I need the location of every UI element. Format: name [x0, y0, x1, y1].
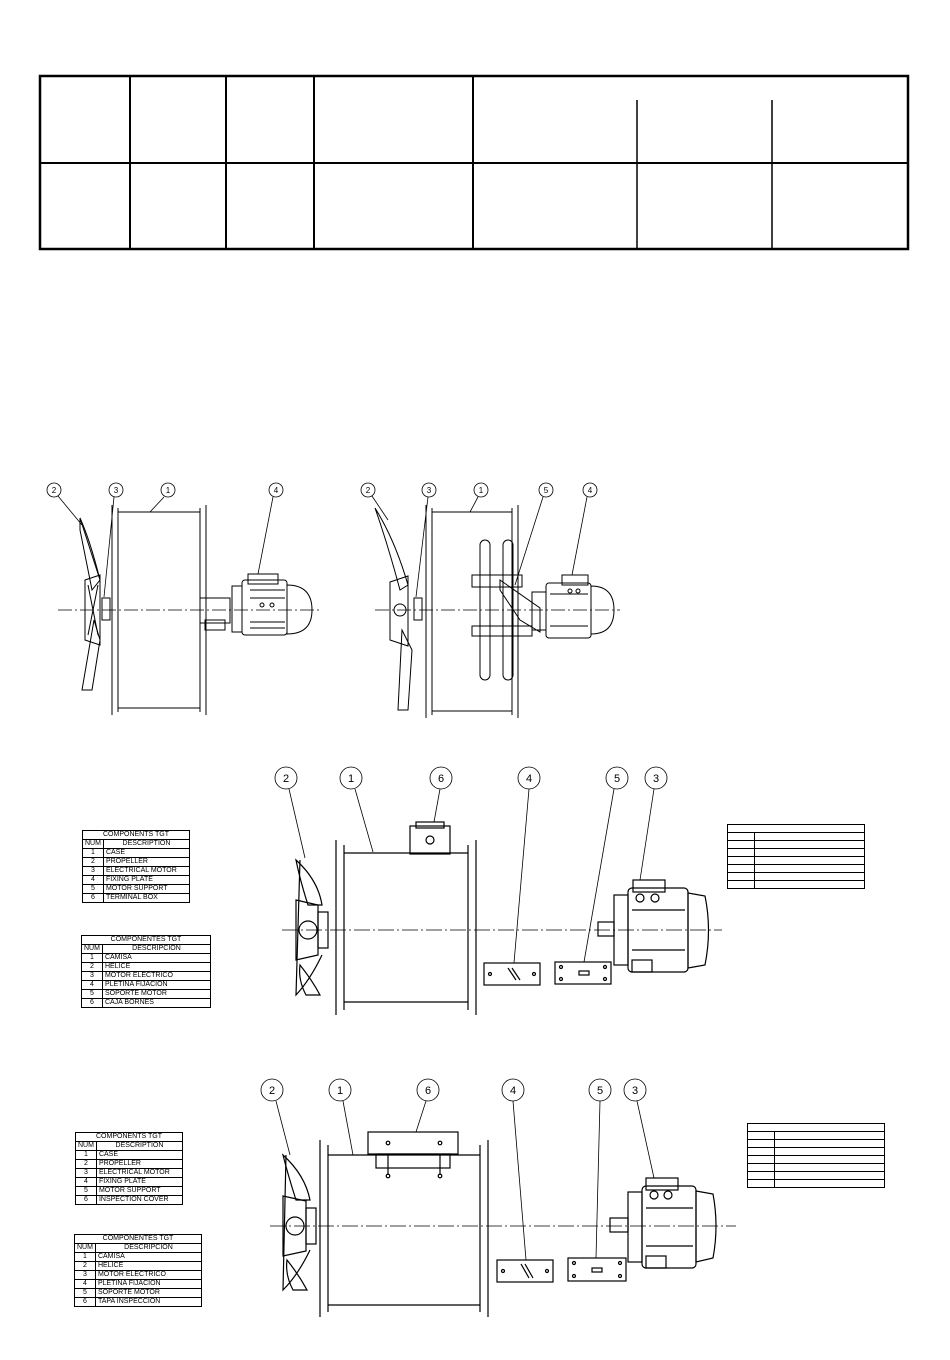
- legend-desc: CAMISA: [102, 954, 210, 963]
- legend-num: 1: [82, 954, 103, 963]
- legend-desc: PLETINA FIJACION: [95, 1280, 201, 1289]
- callout-ex1-2: 2: [282, 773, 290, 785]
- legend-desc: FIXING PLATE: [96, 1178, 182, 1187]
- legend-num: 6: [75, 1298, 96, 1307]
- legend-desc: MOTOR ELECTRICO: [95, 1271, 201, 1280]
- legend-desc: CAJA BORNES: [102, 999, 210, 1008]
- callout-right-3: 3: [426, 486, 432, 495]
- legend-header-num: NUM: [83, 840, 104, 849]
- legend-desc: INSPECTION COVER: [96, 1196, 182, 1205]
- side-view-left: [58, 505, 320, 715]
- legend-desc: CAMISA: [95, 1253, 201, 1262]
- legend-desc: CASE: [103, 849, 189, 858]
- exploded-view-terminal-box: [282, 822, 722, 1015]
- legend-components-en-1: [82, 830, 190, 903]
- legend-desc: CASE: [96, 1151, 182, 1160]
- side-view-right: [375, 505, 620, 718]
- legend-num: 3: [82, 972, 103, 981]
- legend-num: 5: [82, 990, 103, 999]
- legend-desc: TAPA INSPECCION: [95, 1298, 201, 1307]
- legend-desc: MOTOR ELECTRICO: [102, 972, 210, 981]
- legend-num: 3: [76, 1169, 97, 1178]
- legend-desc: TERMINAL BOX: [103, 894, 189, 903]
- callout-left-2: 2: [51, 486, 57, 495]
- legend-desc: SOPORTE MOTOR: [102, 990, 210, 999]
- legend-num: 1: [76, 1151, 97, 1160]
- legend-title: COMPONENTS TGT: [83, 831, 190, 840]
- callout-ex2-2: 2: [268, 1085, 276, 1097]
- legend-num: 2: [82, 963, 103, 972]
- legend-num: 3: [83, 867, 104, 876]
- legend-num: 6: [82, 999, 103, 1008]
- legend-num: 2: [76, 1160, 97, 1169]
- legend-desc: MOTOR SUPPORT: [103, 885, 189, 894]
- legend-desc: PLETINA FIJACION: [102, 981, 210, 990]
- legend-num: 4: [75, 1280, 96, 1289]
- legend-num: 3: [75, 1271, 96, 1280]
- callout-right-2: 2: [365, 486, 371, 495]
- legend-desc: MOTOR SUPPORT: [96, 1187, 182, 1196]
- legend-header-desc: DESCRIPCION: [95, 1244, 201, 1253]
- legend-desc: ELECTRICAL MOTOR: [96, 1169, 182, 1178]
- legend-desc: PROPELLER: [96, 1160, 182, 1169]
- legend-title: COMPONENTES TGT: [82, 936, 211, 945]
- callout-ex2-4: 4: [509, 1085, 517, 1097]
- callout-ex2-6: 6: [424, 1085, 432, 1097]
- legend-num: 4: [76, 1178, 97, 1187]
- callout-ex2-3: 3: [631, 1085, 639, 1097]
- legend-num: 6: [76, 1196, 97, 1205]
- callout-ex1-4: 4: [525, 773, 533, 785]
- legend-title: COMPONENTS TGT: [76, 1133, 183, 1142]
- legend-desc: FIXING PLATE: [103, 876, 189, 885]
- callout-left-3: 3: [113, 486, 119, 495]
- callout-ex1-3: 3: [652, 773, 660, 785]
- legend-header-num: NUM: [75, 1244, 96, 1253]
- legend-num: 6: [83, 894, 104, 903]
- legend-num: 2: [75, 1262, 96, 1271]
- legend-desc: PROPELLER: [103, 858, 189, 867]
- callout-ex1-5: 5: [613, 773, 621, 785]
- legend-num: 1: [83, 849, 104, 858]
- callout-ex1-1: 1: [347, 773, 355, 785]
- callout-ex2-5: 5: [596, 1085, 604, 1097]
- legend-num: 4: [82, 981, 103, 990]
- blank-table-1: [727, 824, 865, 889]
- legend-desc: HELICE: [95, 1262, 201, 1271]
- legend-title: COMPONENTES TGT: [75, 1235, 202, 1244]
- legend-components-en-2: [75, 1132, 183, 1205]
- legend-components-es-2: [74, 1234, 202, 1307]
- legend-num: 2: [83, 858, 104, 867]
- exploded-view-1-callouts: [275, 767, 667, 963]
- callout-right-5: 5: [543, 486, 549, 495]
- legend-num: 1: [75, 1253, 96, 1262]
- legend-num: 5: [83, 885, 104, 894]
- callout-ex2-1: 1: [336, 1085, 344, 1097]
- legend-num: 5: [76, 1187, 97, 1196]
- legend-num: 5: [75, 1289, 96, 1298]
- callout-left-4: 4: [273, 486, 279, 495]
- legend-num: 4: [83, 876, 104, 885]
- callout-right-4: 4: [587, 486, 593, 495]
- exploded-view-inspection-cover: [270, 1132, 736, 1317]
- legend-desc: ELECTRICAL MOTOR: [103, 867, 189, 876]
- callout-right-1: 1: [478, 486, 484, 495]
- legend-desc: SOPORTE MOTOR: [95, 1289, 201, 1298]
- legend-desc: HELICE: [102, 963, 210, 972]
- legend-header-num: NUM: [76, 1142, 97, 1151]
- legend-header-desc: DESCRIPTION: [103, 840, 189, 849]
- callout-ex1-6: 6: [437, 773, 445, 785]
- legend-components-es-1: [81, 935, 211, 1008]
- legend-header-desc: DESCRIPCION: [102, 945, 210, 954]
- blank-table-2: [747, 1123, 885, 1188]
- callout-left-1: 1: [165, 486, 171, 495]
- legend-header-num: NUM: [82, 945, 103, 954]
- legend-header-desc: DESCRIPTION: [96, 1142, 182, 1151]
